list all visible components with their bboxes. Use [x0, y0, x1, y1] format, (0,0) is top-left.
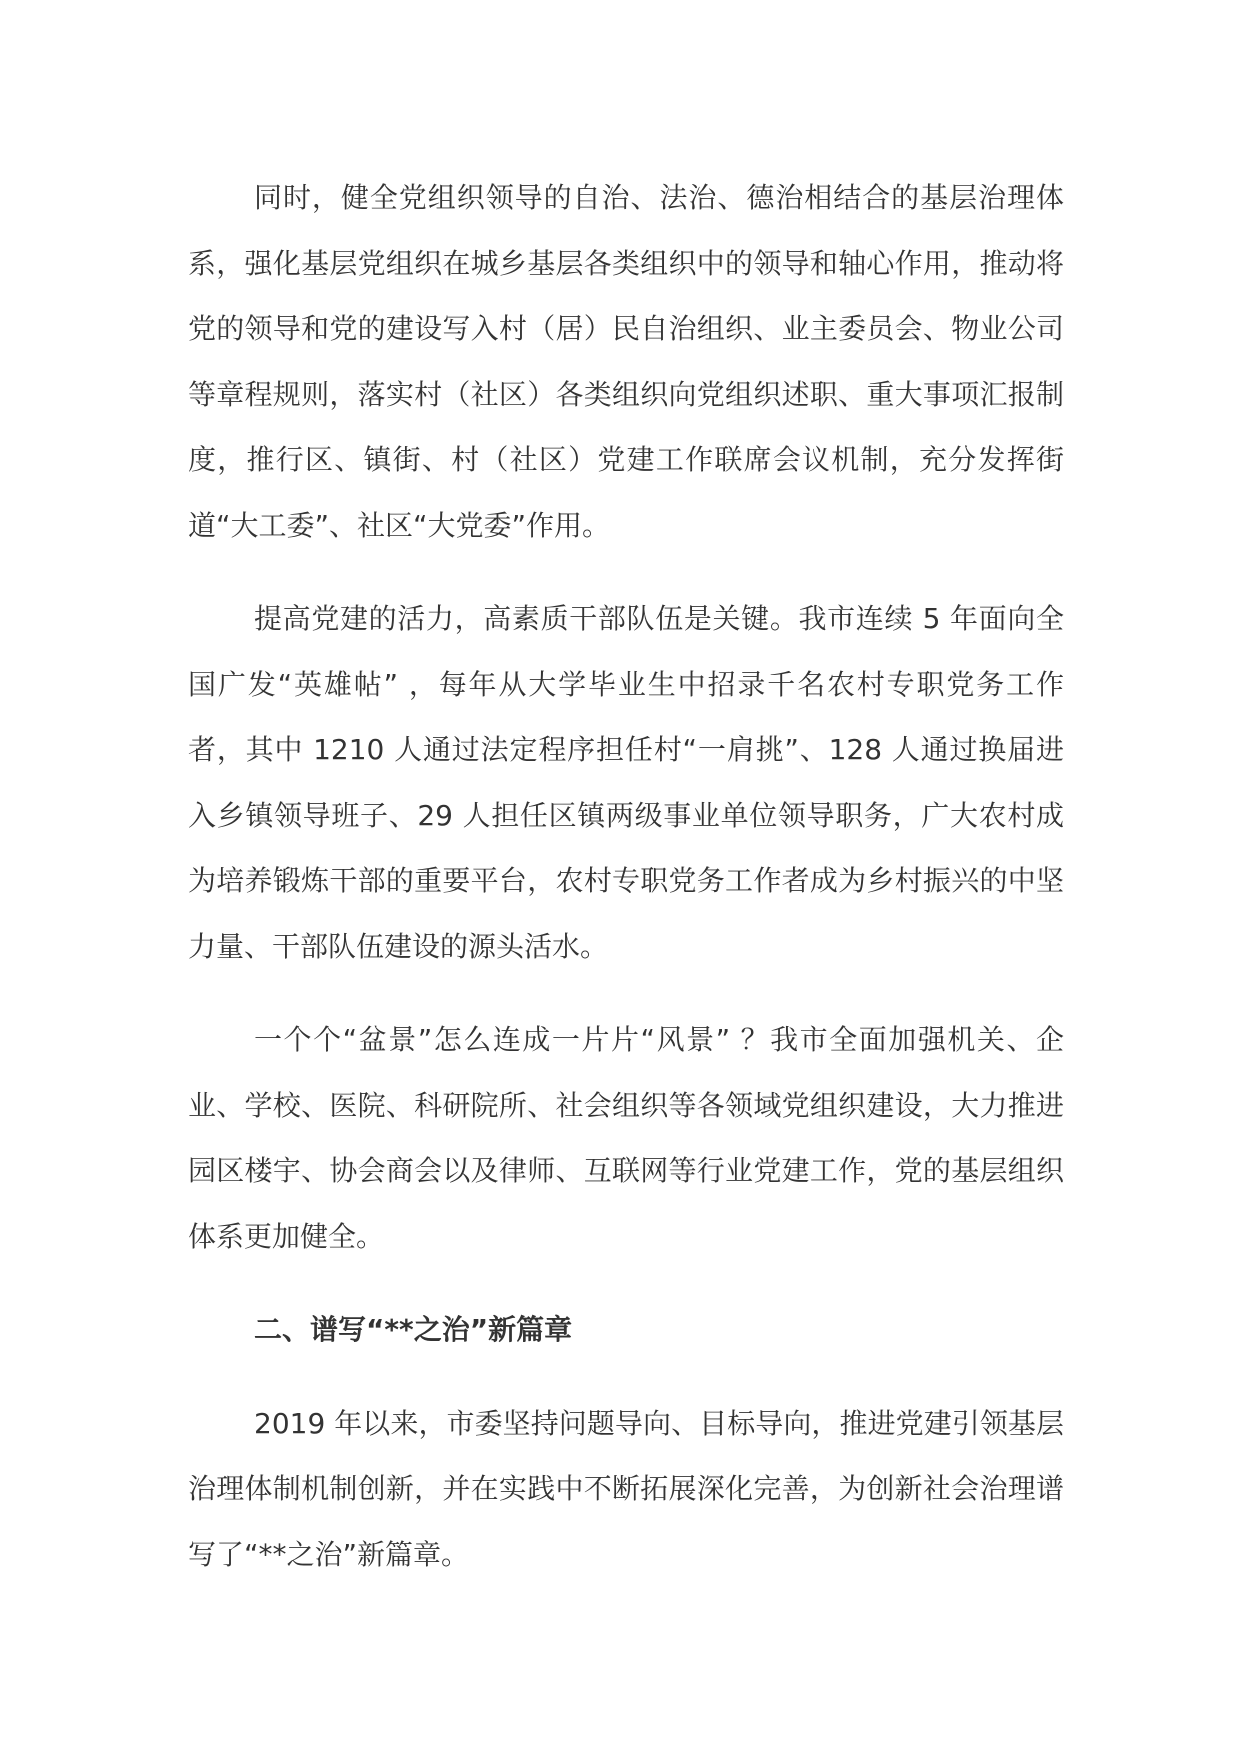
section-heading: 二、谱写“**之治”新篇章	[254, 1313, 573, 1346]
paragraph-governance-innovation: 2019 年以来，市委坚持问题导向、目标导向，推进党建引领基层治理体制机制创新，并在实践中不断拓展深化完善，为创新社会治理谱写了“**之治”新篇章。	[188, 1406, 1064, 1571]
paragraph-organization-system: 一个个“盆景”怎么连成一片片“风景” ？我市全面加强机关、企业、学校、医院、科研院所、社会组织等各领域党组织建设，大力推进园区楼宇、协会商会以及律师、互联网等行业党建工作，党的基层组织体系更加健全。	[188, 1023, 1064, 1253]
paragraph-governance-system: 同时，健全党组织领导的自治、法治、德治相结合的基层治理体系，强化基层党组织在城乡基层各类组织中的领导和轴心作用，推动将党的领导和党的建设写入村（居）民自治组织、业主委员会、物业公司等章程规则，落实村（社区）各类组织向党组织述职、重大事项汇报制度，推行区、镇街、村（社区）党建工作联席会议机制，充分发挥街道“大工委”、社区“大党委”作用。	[188, 181, 1064, 542]
paragraph-cadre-team: 提高党建的活力，高素质干部队伍是关键。我市连续 5 年面向全国广发“英雄帖” ，每年从大学毕业生中招录千名农村专职党务工作者，其中 1210 人通过法定程序担任村“一肩挑”、128 人通过换届进入乡镇领导班子、29 人担任区镇两级事业单位领导职务，广大农村成为培养锻炼干部的重要平台，农村专职党务工作者成为乡村振兴的中坚力量、干部队伍建设的源头活水。	[188, 602, 1064, 963]
document-body	[188, 165, 1064, 1615]
